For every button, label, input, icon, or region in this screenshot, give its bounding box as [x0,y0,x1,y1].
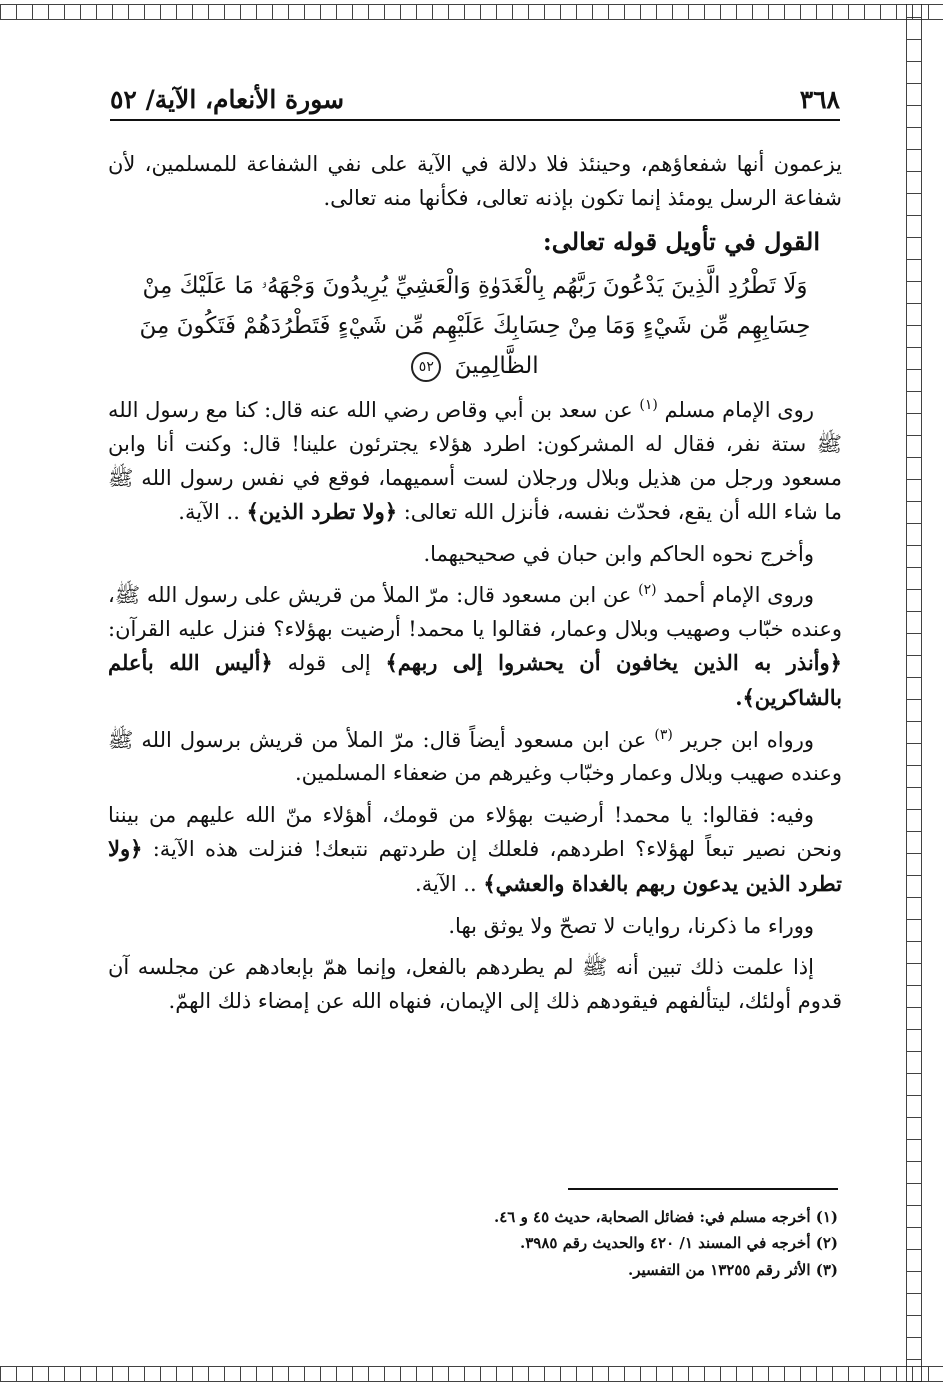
verse-number-marker: ٥٢ [411,352,441,382]
page-number: ٣٦٨ [799,85,840,114]
footnote-ref-1: (١) [639,397,658,414]
verse-text: وَلَا تَطْرُدِ الَّذِينَ يَدْعُونَ رَبَّهُم بِالْغَدَوٰةِ وَالْعَشِيِّ يُرِيدُونَ وَجْهَهُۥ مَا عَلَيْكَ مِنْ حِسَابِهِم مِّن شَيْءٍ وَمَا مِنْ حِسَابِكَ عَلَيْهِم مِّن شَيْءٍ فَتَطْرُدَهُمْ فَتَكُونَ مِنَ الظَّالِمِينَ [139,272,811,380]
footnote-ref-3: (٣) [654,726,673,743]
quran-quote: ﴿وأنذر به الذين يخافون أن يحشروا إلى ربهم﴾ [385,650,842,676]
paragraph-2: روى الإمام مسلم $^{(١)}$ عن سعد بن أبي وقاص رضي الله عنه قال: كنا مع رسول الله ﷺ ستة نفر، فقال له المشركون: اطرد هؤلاء يجترئون علينا! قال: وكنت أنا وابن مسعود ورجل من هذيل وبلال ورجلان لست أسميهما، فوقع في نفس رسول الله ﷺ ما شاء الله أن يقع، فحدّث نفسه، فأنزل الله تعالى: ﴿ولا تطرد الذين﴾ .. الآية. [108,397,842,525]
page-header [110,80,840,114]
paragraph-6: وفيه: فقالوا: يا محمد! أرضيت بهؤلاء من قومك، أهؤلاء منّ الله عليهم من بيننا ونحن نصير تبعاً لهؤلاء؟ اطردهم، فلعلك إن طردتهم نتبعك! فنزلت هذه الآية: ﴿ولا تطرد الذين يدعون ربهم بالغداة والعشي﴾ .. الآية. [108,802,842,897]
paragraph-5: ورواه ابن جرير $^{(٣)}$ عن ابن مسعود أيضاً قال: مرّ الملأ من قريش برسول الله ﷺ وعنده صهيب وبلال وعمار وخبّاب وغيرهم من ضعفاء المسلمين. [108,726,842,786]
footnote-ref-2: (٢) [638,582,657,599]
footnote-1: (١) أخرجه مسلم في: فضائل الصحابة، حديث ٤٥ و ٤٦. [493,1208,838,1226]
quran-quote: ﴿أليس الله بأعلم بالشاكرين﴾. [108,650,842,711]
footnote-rule [568,1188,838,1190]
quran-verse [108,266,842,387]
right-ornament-border [906,4,922,1382]
header-rule [110,119,840,121]
surah-reference: سورة الأنعام، الآية/ ٥٢ [110,85,345,114]
paragraph-7: ووراء ما ذكرنا، روايات لا تصحّ ولا يوثق بها. [448,913,814,938]
section-heading: القول في تأويل قوله تعالى: [542,227,820,257]
footnotes [400,1204,838,1283]
quran-quote: ﴿ولا تطرد الذين﴾ [246,499,398,525]
top-ornament-border [0,4,943,20]
paragraph-4: وروى الإمام أحمد $^{(٢)}$ عن ابن مسعود قال: مرّ الملأ من قريش على رسول الله ﷺ، وعنده خبّاب وصهيب وبلال وعمار، فقالوا يا محمد! أرضيت بهؤلاء؟ فنزل عليه القرآن: ﴿وأنذر به الذين يخافون أن يحشروا إلى ربهم﴾ إلى قوله ﴿أليس الله بأعلم بالشاكرين﴾. [108,582,842,711]
page-body [108,148,842,1026]
paragraph-8: إذا علمت ذلك تبين أنه ﷺ لم يطردهم بالفعل، وإنما همّ بإبعادهم عن مجلسه آن قدوم أولئك، ليتألفهم فيقودهم ذلك إلى الإيمان، فنهاه الله عن إمضاء ذلك الهمّ. [108,955,842,1013]
paragraph-1: يزعمون أنها شفعاؤهم، وحينئذ فلا دلالة في الآية على نفي الشفاعة للمسلمين، لأن شفاعة الرسل يومئذ إنما تكون بإذنه تعالى، فكأنها منه تعالى. [108,152,842,210]
quran-quote: ﴿ولا تطرد الذين يدعون ربهم بالغداة والعشي﴾ [108,836,842,897]
bottom-ornament-border [0,1366,943,1382]
paragraph-3: وأخرج نحوه الحاكم وابن حبان في صحيحيهما. [423,541,814,566]
footnote-3: (٣) الأثر رقم ١٣٢٥٥ من التفسير. [628,1260,838,1279]
footnote-2: (٢) أخرجه في المسند ١/ ٤٢٠ والحديث رقم ٣٩٨٥. [520,1234,838,1253]
